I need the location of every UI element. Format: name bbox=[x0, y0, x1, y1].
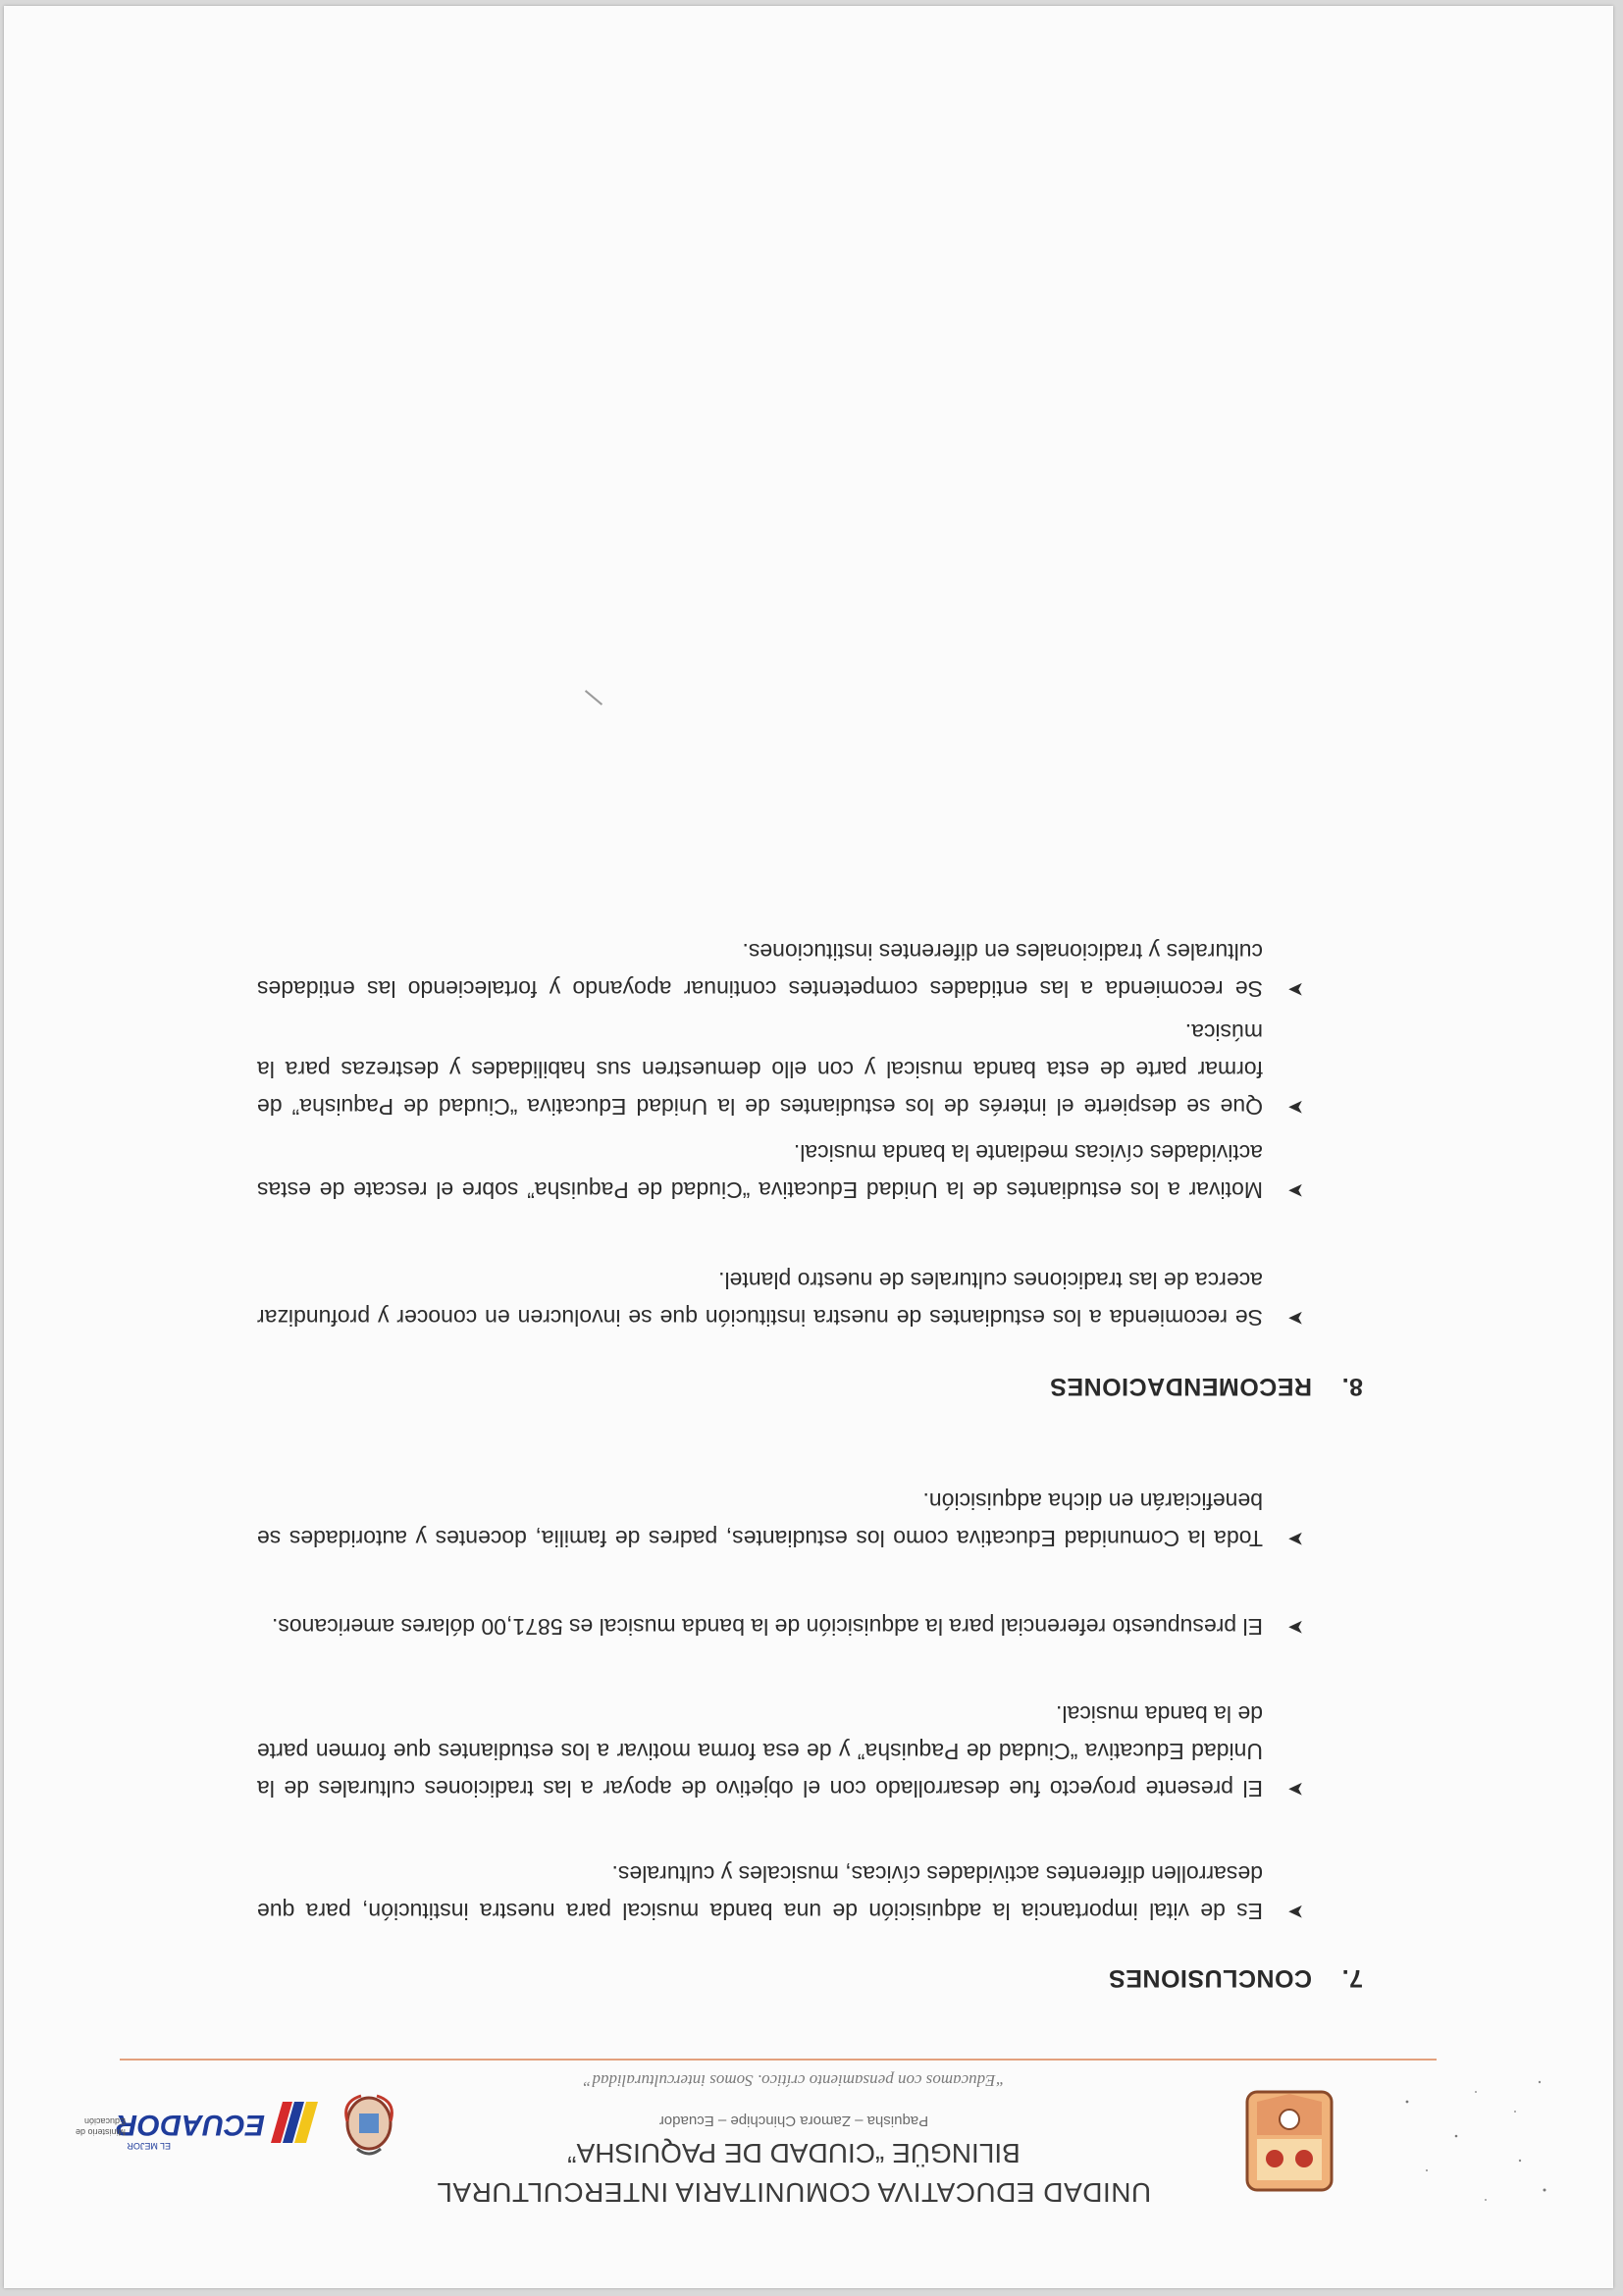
section-number: 7. bbox=[1341, 1964, 1363, 1992]
scan-noise-specks bbox=[1378, 2053, 1574, 2229]
list-item bbox=[257, 1855, 1304, 1930]
section-title: RECOMENDACIONES bbox=[1049, 1373, 1312, 1400]
list-item bbox=[257, 1696, 1304, 1807]
arrow-bullet-icon: ➤ bbox=[1287, 1096, 1304, 1118]
gov-logo-text: ECUADOR bbox=[116, 2109, 265, 2141]
letterhead bbox=[4, 2062, 1613, 2288]
list-item bbox=[257, 1608, 1304, 1645]
arrow-bullet-icon: ➤ bbox=[1287, 1307, 1304, 1329]
gov-logo-small: EL MEJOR bbox=[127, 2141, 171, 2151]
list-item-text: Toda la Comunidad Educativa como los estudiantes, padres de familia, docentes y autoridades se beneficiarán en dicha adquisición. bbox=[257, 1488, 1263, 1551]
arrow-bullet-icon: ➤ bbox=[1287, 1901, 1304, 1922]
list-item bbox=[257, 1262, 1304, 1336]
national-seal-icon bbox=[340, 2090, 398, 2161]
arrow-bullet-icon: ➤ bbox=[1287, 1778, 1304, 1800]
arrow-bullet-icon: ➤ bbox=[1287, 1528, 1304, 1549]
list-item bbox=[257, 1134, 1304, 1209]
section-heading-conclusiones bbox=[1109, 1963, 1363, 1992]
arrow-bullet-icon: ➤ bbox=[1287, 978, 1304, 1000]
list-item-text: Es de vital importancia la adquisición de una banda musical para nuestra institución, para que desarrollen diferentes actividades cívicas, musicales y culturales. bbox=[257, 1861, 1263, 1924]
school-name-line2: BILINGÜE “CIUDAD DE PAQUISHA” bbox=[567, 2138, 1021, 2168]
section-number: 8. bbox=[1341, 1373, 1363, 1400]
header-divider bbox=[120, 2059, 1437, 2061]
school-name-line1: UNIDAD EDUCATIVA COMUNITARIA INTERCULTURAL bbox=[436, 2177, 1152, 2208]
list-item-text: El presente proyecto fue desarrollado con el objetivo de apoyar a las tradiciones culturales de la Unidad Educativa “Ciudad de Paquisha” y de esa forma motivar a los estudiantes que formen parte de la banda musical. bbox=[257, 1701, 1263, 1801]
list-item bbox=[257, 1483, 1304, 1557]
list-item-text: Se recomienda a los estudiantes de nuestra institución que se involucren en conocer y profundizar acerca de las tradiciones culturales de nuestro plantel. bbox=[257, 1268, 1263, 1331]
arrow-bullet-icon: ➤ bbox=[1287, 1616, 1304, 1638]
list-item bbox=[257, 1014, 1304, 1125]
section-title: CONCLUSIONES bbox=[1108, 1964, 1312, 1992]
school-slogan: “Educamos con pensamiento crítico. Somos interculturalidad” bbox=[583, 2071, 1006, 2090]
government-logo bbox=[73, 2094, 318, 2153]
scan-stray-mark bbox=[585, 690, 602, 705]
document-sheet bbox=[4, 6, 1613, 2288]
gov-ministry: Ministerio de Educación bbox=[75, 2116, 126, 2137]
arrow-bullet-icon: ➤ bbox=[1287, 1179, 1304, 1201]
section-heading-recomendaciones bbox=[1050, 1372, 1363, 1400]
school-crest-icon bbox=[1235, 2087, 1343, 2200]
list-item-text: Motivar a los estudiantes de la Unidad Educativa “Ciudad de Paquisha” sobre el rescate de estas actividades cívicas mediante la banda musical. bbox=[257, 1140, 1263, 1203]
list-item bbox=[257, 933, 1304, 1008]
school-address: Paquisha – Zamora Chinchipe – Ecuador bbox=[658, 2113, 929, 2129]
list-item-text: Se recomienda a las entidades competentes continuar apoyando y fortaleciendo las entidades culturales y tradicionales en diferentes instituciones. bbox=[257, 939, 1263, 1002]
list-item-text: Que se despierte el interés de los estudiantes de la Unidad Educativa “Ciudad de Paquisha” de formar parte de esta banda musical y con ello demuestren sus habilidades y destrezas para la música. bbox=[257, 1019, 1263, 1120]
list-item-text: El presupuesto referencial para la adquisición de la banda musical es 5871,00 dólares americanos. bbox=[271, 1614, 1263, 1640]
